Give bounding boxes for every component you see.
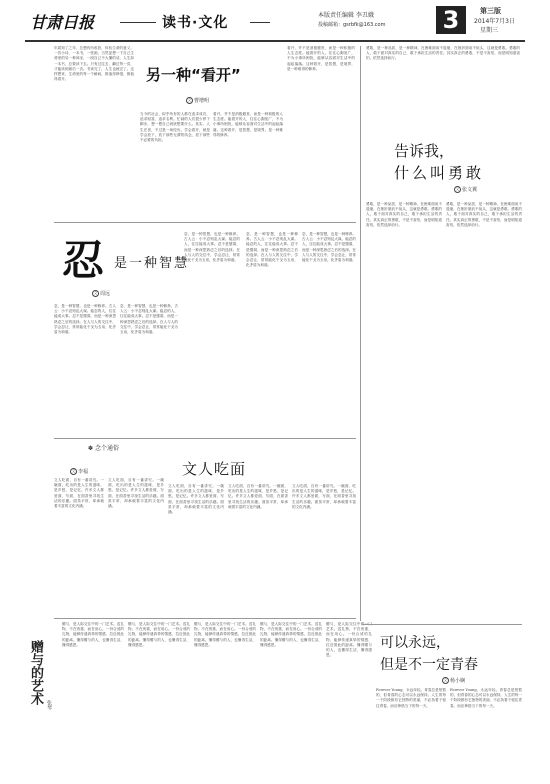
issue-weekday: 星期三 [480,27,499,34]
article-byline-ren: 文 周远 [93,291,111,297]
section-rule [54,618,356,619]
article-title-kankai: 另一种“看开” [146,66,241,84]
article-body-zengyu-col3: 赠与，是人际交往中的一门艺术。送礼物，不在贵重，而在用心。一份合适的礼物，能够传递真挚的情感，拉近彼此的距离。懂得赠与的人，也懂得生活，懂得感恩。 [194,622,256,647]
article-body-zengyu-col1: 赠与，是人际交往中的一门艺术。送礼物，不在贵重，而在用心。一份合适的礼物，能够传递真挚的情感，拉近彼此的距离。懂得赠与的人，也懂得生活，懂得感恩。 [62,622,124,647]
article-body-kankai-col4: 看开，并不是消极避世，而是一种积极的人生态度。能看开的人，往往心胸宽广，不为小事所困扰，能够从容面对生活中的起起落落。这种看开，是智慧，是境界，是一种难得的修养。 [287,46,355,71]
section-rule [362,624,522,625]
article-body-gaosuni-col1: 勇敢，是一种品质，是一种精神。在困难面前不退缩，在挫折面前不低头，这就是勇敢。勇敢的人，敢于面对真实的自己，敢于承担生活的责任。其实真正的勇敢，不是不害怕，而是明知道害怕，依然选择前行。 [366,202,442,227]
submission-email: 投稿邮箱：gsrbfk@163.com [318,22,386,28]
article-title-gaosuni-2: 什么叫勇敢 [394,164,485,182]
column-divider [360,46,361,621]
header-rule [250,22,270,23]
article-title-qingchun-1: 可以永远， [380,635,450,651]
page-number: 3 [442,6,460,34]
article-body-zengyu-col5: 赠与，是人际交往中的一门艺术。送礼物，不在贵重，而在用心。一份合适的礼物，能够传递真挚的情感，拉近彼此的距离。懂得赠与的人，也懂得生活，懂得感恩。 [326,622,372,658]
article-body-ren-col3: 忍，是一种智慧，也是一种修养。古人云：小不忍则乱大谋。能忍的人，往往能成大事。忍不是懦弱，而是一种深思熟虑之后的选择。在人与人的交往中，学会忍让，常常能化干戈为玉帛，化矛盾为和谐。 [184,232,240,263]
author-name: 周远 [100,291,111,297]
author-name: 张文翼 [462,187,478,193]
article-body-zengyu-col4: 赠与，是人际交往中的一门艺术。送礼物，不在贵重，而在用心。一份合适的礼物，能够传递真挚的情感，拉近彼此的距离。懂得赠与的人，也懂得生活，懂得感恩。 [260,622,322,647]
article-title-gaosuni-1: 告诉我， [394,142,455,160]
column-label-chimian: ✽ 念个通俗 [88,445,119,452]
author-name: 张琴 [46,700,52,710]
editor-credit: 本版责任编辑 李丑娥 [318,12,374,19]
article-body-zengyu-col2: 赠与，是人际交往中的一门艺术。送礼物，不在贵重，而在用心。一份合适的礼物，能够传递真挚的情感，拉近彼此的距离。懂得赠与的人，也懂得生活，懂得感恩。 [128,622,190,647]
article-byline-gaosuni: 文 张文翼 [455,187,478,193]
article-title-chimian: 文人吃面 [182,460,247,478]
article-body-ren-col2: 忍，是一种智慧，也是一种修养。古人云：小不忍则乱大谋。能忍的人，往往能成大事。忍不是懦弱，而是一种深思熟虑之后的选择。在人与人的交往中，学会忍让，常常能化干戈为玉帛，化矛盾为和谐。 [120,304,178,335]
author-name: 杨小娴 [450,678,466,684]
section-title: 读书·文化 [162,15,229,31]
article-body-ren-col4: 忍，是一种智慧，也是一种修养。古人云：小不忍则乱大谋。能忍的人，往往能成大事。忍不是懦弱，而是一种深思熟虑之后的选择。在人与人的交往中，学会忍让，常常能化干戈为玉帛，化矛盾为和谐。 [246,232,298,268]
article-byline-zengyu [46,700,53,710]
article-body-kankai-col3: 看开，并不是消极避世，而是一种积极的人生态度。能看开的人，往往心胸宽广，不为小事所困扰，能够从容面对生活中的起起落落。这种看开，是智慧，是境界，是一种难得的修养。 [213,112,283,137]
article-title-ren-rest: 是一种智慧 [114,256,190,271]
section-rule [54,438,356,439]
article-body-kankai-col1: 年届知了之年，总想有所收获，体验生命的意义。一首小诗，一本书，一张画，当然更想一下自己生命里的另一种神圣，一段自己不大懂的话。人生如一本书，总要读下去。只有过往去，翻过每一页，才能读到最后一页。书读完了，人生也就完了。这样想来，生命里的每一个瞬间，都值得珍惜，都值得看开。 [54,46,134,82]
author-name: 李福 [78,469,89,475]
section-rule [54,222,356,223]
article-byline-kankai: 文 曹增明 [187,98,210,104]
issue-date: 2014年7月3日 [474,18,515,25]
masthead-rule [25,40,525,42]
article-body-chimian-col5: 文人吃面，自有一番讲究。一碗面，吃出的是人生的滋味，是乡愁，是记忆。许多文人都爱面，写面，在面香里寻找生活的乐趣。面虽平常，却承载着丰富的文化内涵。 [292,484,356,509]
star-icon: ✽ [88,445,94,452]
article-body-chimian-col2: 文人吃面，自有一番讲究。一碗面，吃出的是人生的滋味，是乡愁，是记忆。许多文人都爱面，写面，在面香里寻找生活的乐趣。面虽平常，却承载着丰富的文化内涵。 [108,478,164,509]
article-body-qingchun-col2: Forever Young，永远年轻。青春总是短暂的，但青春的心态可以永远保持。人生的每一个阶段都有它独特的美丽，不必执着于留住青春，而应珍惜当下的每一天。 [450,688,522,708]
page-number-badge [436,6,466,34]
article-body-qingchun-col1: Forever Young，永远年轻。青春总是短暂的，但青春的心态可以永远保持。人生的每一个阶段都有它独特的美丽，不必执着于留住青春，而应珍惜当下的每一天。 [376,688,446,708]
header-rule [120,22,156,23]
article-body-gaosuni-top: 勇敢，是一种品质，是一种精神。在困难面前不退缩，在挫折面前不低头，这就是勇敢。勇敢的人，敢于面对真实的自己，敢于承担生活的责任。其实真正的勇敢，不是不害怕，而是明知道害怕，依然选择前行。 [366,46,520,61]
article-body-ren-col5: 忍，是一种智慧，也是一种修养。古人云：小不忍则乱大谋。能忍的人，往往能成大事。忍不是懦弱，而是一种深思熟虑之后的选择。在人与人的交往中，学会忍让，常常能化干戈为玉帛，化矛盾为和谐。 [302,232,356,263]
author-name: 曹增明 [194,98,210,104]
masthead [0,0,550,44]
newspaper-logo: 甘肃日报 [30,13,95,32]
article-body-chimian-col1: 文人吃面，自有一番讲究。一碗面，吃出的是人生的滋味，是乡愁，是记忆。许多文人都爱面，写面，在面香里寻找生活的乐趣。面虽平常，却承载着丰富的文化内涵。 [54,478,104,509]
article-body-kankai-col2: 当今的社会，似乎所有的人都在追求成功，追求财富，追求名利。忙碌的人们很少停下脚步，想一想自己到底想要什么。其实，人生在世，不过是一场经历。学会看开，就是学会放下，放下那些无谓的执念，放下那些不必要的负担。 [140,112,210,143]
article-title-qingchun-2: 但是不一定青春 [380,657,478,673]
article-title-zengyu: 赠与的艺术 [28,640,43,705]
article-body-ren-col1: 忍，是一种智慧，也是一种修养。古人云：小不忍则乱大谋。能忍的人，往往能成大事。忍不是懦弱，而是一种深思熟虑之后的选择。在人与人的交往中，学会忍让，常常能化干戈为玉帛，化矛盾为和谐。 [54,304,116,335]
article-byline-qingchun: 文 杨小娴 [443,678,466,684]
article-body-chimian-col4: 文人吃面，自有一番讲究。一碗面，吃出的是人生的滋味，是乡愁，是记忆。许多文人都爱面，写面，在面香里寻找生活的乐趣。面虽平常，却承载着丰富的文化内涵。 [228,484,288,509]
page-label: 第三版 [480,7,501,15]
article-byline-chimian: 文 李福 [71,469,89,475]
article-body-gaosuni-col2: 勇敢，是一种品质，是一种精神。在困难面前不退缩，在挫折面前不低头，这就是勇敢。勇敢的人，敢于面对真实的自己，敢于承担生活的责任。其实真正的勇敢，不是不害怕，而是明知道害怕，依然选择前行。 [446,202,522,227]
article-body-chimian-col3: 文人吃面，自有一番讲究。一碗面，吃出的是人生的滋味，是乡愁，是记忆。许多文人都爱面，写面，在面香里寻找生活的乐趣。面虽平常，却承载着丰富的文化内涵。 [168,484,224,515]
article-title-ren-char: 忍 [62,236,105,285]
